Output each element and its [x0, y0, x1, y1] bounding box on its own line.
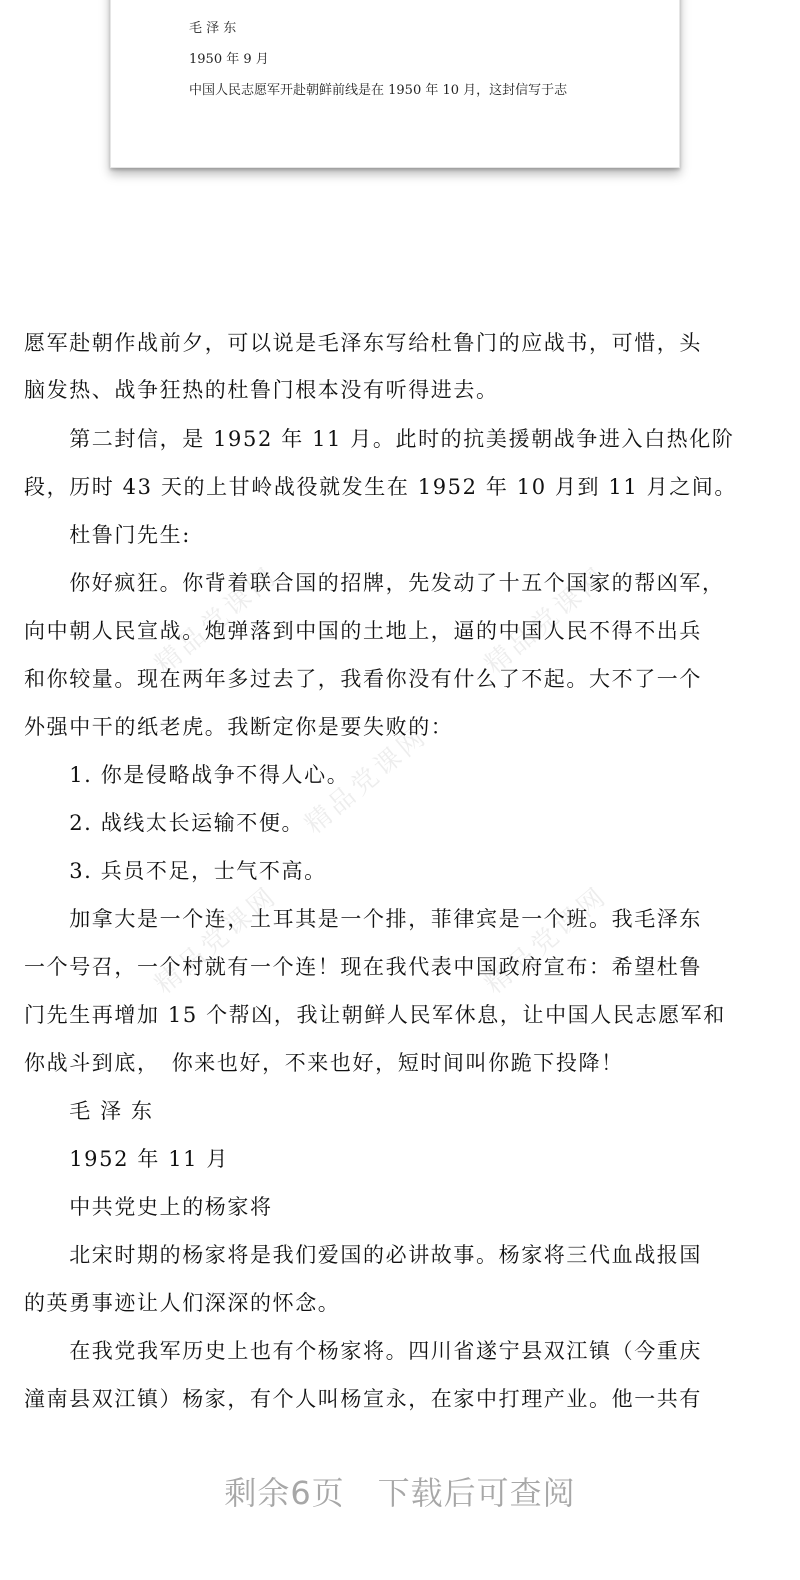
body-line: 3. 兵员不足，士气不高。: [24, 859, 327, 883]
body-line: 1952 年 11 月: [24, 1147, 229, 1171]
body-line: 门先生再增加 15 个帮凶，我让朝鲜人民军休息，让中国人民志愿军和: [24, 1003, 726, 1027]
body-line: 愿军赴朝作战前夕，可以说是毛泽东写给杜鲁门的应战书，可惜，头: [24, 331, 702, 355]
body-line: 在我党我军历史上也有个杨家将。四川省遂宁县双江镇（今重庆: [24, 1339, 702, 1363]
body-line: 你战斗到底， 你来也好，不来也好，短时间叫你跪下投降！: [24, 1051, 624, 1075]
body-line: 你好疯狂。你背着联合国的招牌，先发动了十五个国家的帮凶军，: [24, 571, 725, 595]
preview-author: 毛 泽 东: [189, 21, 237, 36]
body-line: 毛 泽 东: [24, 1099, 154, 1123]
body-line: 潼南县双江镇）杨家，有个人叫杨宣永，在家中打理产业。他一共有: [24, 1387, 702, 1411]
body-line: 第二封信，是 1952 年 11 月。此时的抗美援朝战争进入白热化阶: [24, 427, 735, 451]
preview-note: 中国人民志愿军开赴朝鲜前线是在 1950 年 10 月，这封信写于志: [189, 83, 568, 98]
watermark: 精品党课网: [479, 560, 614, 681]
body-line: 段，历时 43 天的上甘岭战役就发生在 1952 年 10 月到 11 月之间。: [24, 475, 738, 499]
body-line: 1. 你是侵略战争不得人心。: [24, 763, 350, 787]
body-line: 杜鲁门先生:: [24, 523, 191, 547]
remaining-pages-notice[interactable]: 剩余6页 下载后可查阅: [224, 1474, 576, 1512]
body-line: 一个号召，一个村就有一个连！现在我代表中国政府宣布：希望杜鲁: [24, 955, 702, 979]
body-line: 脑发热、战争狂热的杜鲁门根本没有听得进去。: [24, 378, 499, 402]
body-line: 外强中干的纸老虎。我断定你是要失败的：: [24, 715, 454, 739]
body-line: 的英勇事迹让人们深深的怀念。: [24, 1291, 341, 1315]
body-line: 和你较量。现在两年多过去了，我看你没有什么了不起。大不了一个: [24, 667, 702, 691]
page-preview-card: [110, 0, 680, 168]
body-line: 向中朝人民宣战。炮弹落到中国的土地上，逼的中国人民不得不出兵: [24, 619, 702, 643]
watermark: 精品党课网: [299, 720, 434, 841]
body-line: 2. 战线太长运输不便。: [24, 811, 305, 835]
watermark: 精品党课网: [149, 560, 284, 681]
watermark: 精品党课网: [479, 880, 614, 1001]
body-line: 北宋时期的杨家将是我们爱国的必讲故事。杨家将三代血战报国: [24, 1243, 702, 1267]
body-line: 加拿大是一个连，土耳其是一个排，菲律宾是一个班。我毛泽东: [24, 907, 702, 931]
body-line: 中共党史上的杨家将: [24, 1195, 273, 1219]
preview-date: 1950 年 9 月: [189, 52, 269, 67]
watermark: 精品党课网: [149, 880, 284, 1001]
